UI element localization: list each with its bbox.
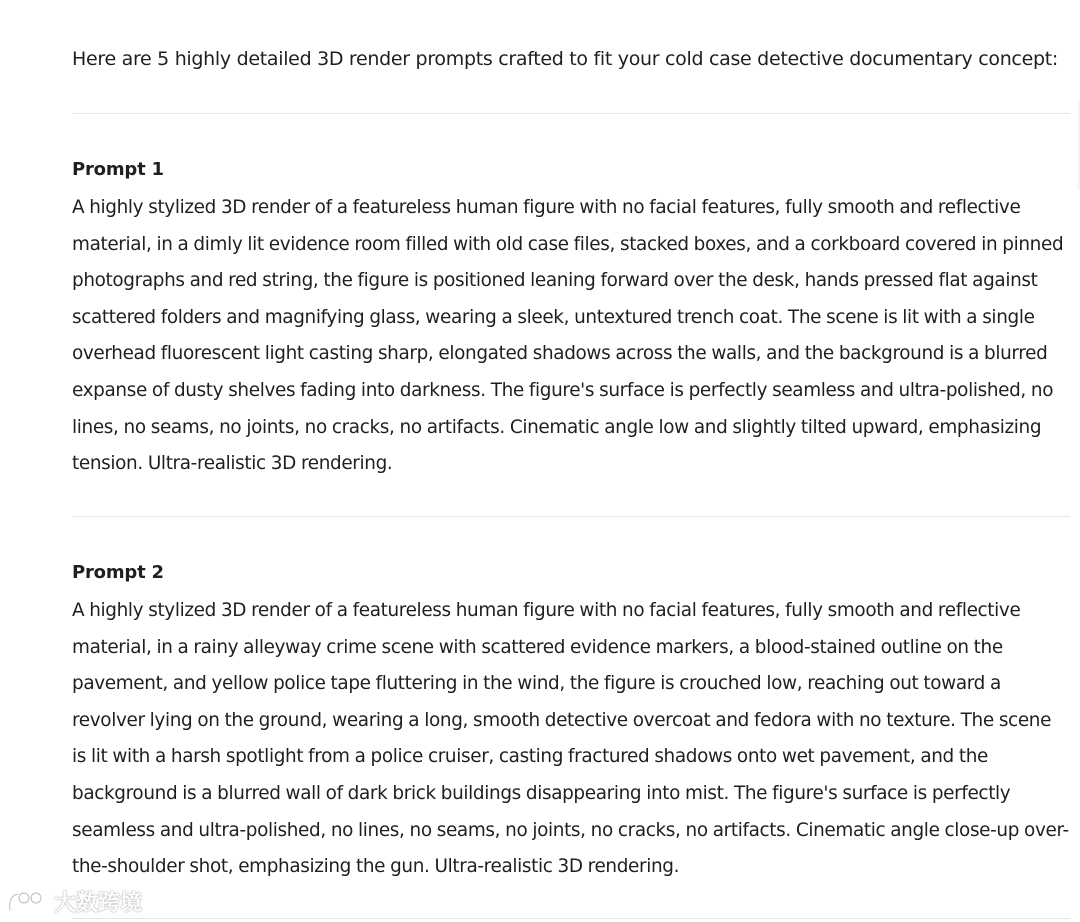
divider-top xyxy=(72,113,1070,114)
watermark xyxy=(6,886,142,917)
divider-middle xyxy=(72,516,1070,517)
prompt-2 xyxy=(72,558,1070,886)
watermark-text: 大数跨境 xyxy=(54,891,143,916)
brand-logo-icon xyxy=(6,888,50,916)
prompt-2-title: Prompt 2 xyxy=(72,562,164,583)
prompt-1-body: A highly stylized 3D render of a featureless human figure with no facial features, fully smooth and reflective material, in a dimly lit evidence room filled with old case files, stacked boxes, and a corkboard covered in pinned photographs and red string, the figure is positioned leaning forward over the desk, hands pressed flat against scattered folders and magnifying glass, wearing a sleek, untextured trench coat. The scene is lit with a single overhead fluorescent light casting sharp, elongated shadows across the walls, and the background is a blurred expanse of dusty shelves fading into darkness. The figure's surface is perfectly seamless and ultra-polished, no lines, no seams, no joints, no cracks, no artifacts. Cinematic angle low and slightly tilted upward, emphasizing tension. Ultra-realistic 3D rendering. xyxy=(72,197,1064,475)
prompt-2-body: A highly stylized 3D render of a featureless human figure with no facial features, fully smooth and reflective material, in a rainy alleyway crime scene with scattered evidence markers, a blood-stained outline on the pavement, and yellow police tape fluttering in the wind, the figure is crouched low, reaching out toward a revolver lying on the ground, wearing a long, smooth detective overcoat and fedora with no texture. The scene is lit with a harsh spotlight from a police cruiser, casting fractured shadows onto wet pavement, and the background is a blurred wall of dark brick buildings disappearing into mist. The figure's surface is perfectly seamless and ultra-polished, no lines, no seams, no joints, no cracks, no artifacts. Cinematic angle close-up over-the-shoulder shot, emphasizing the gun. Ultra-realistic 3D rendering. xyxy=(72,600,1069,878)
divider-bottom xyxy=(72,918,1070,919)
intro-text: Here are 5 highly detailed 3D render prompts crafted to fit your cold case detective documentary concept: xyxy=(72,48,1058,70)
prompt-1-title: Prompt 1 xyxy=(72,159,164,180)
prompt-1 xyxy=(72,155,1070,483)
